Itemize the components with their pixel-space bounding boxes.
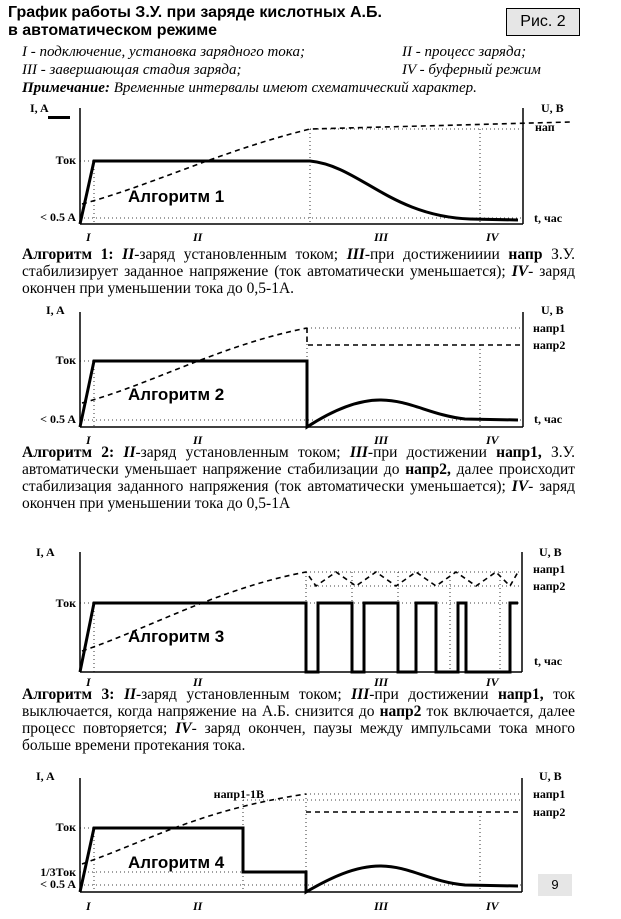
stage-1: I bbox=[86, 433, 91, 447]
desc-stage: II bbox=[123, 686, 137, 703]
desc-heading: Алгоритм 1: bbox=[22, 246, 114, 263]
algorithm-3-description bbox=[22, 686, 575, 754]
low-current-label: < 0.5 A bbox=[40, 412, 76, 426]
voltage-2-label: напр2 bbox=[533, 805, 566, 819]
voltage-2-label: напр2 bbox=[533, 579, 566, 593]
legend-stage-1: I - подключение, установка зарядного тока; bbox=[22, 44, 305, 60]
desc-text: -при достижении bbox=[369, 686, 489, 703]
legend-stage-4: IV - буферный режим bbox=[402, 62, 541, 78]
stage-2: II bbox=[193, 675, 203, 689]
desc-text: З.У. стабилизирует заданное напряжение (ток автоматически уменьшается); bbox=[22, 246, 576, 280]
stage-2: II bbox=[193, 230, 203, 244]
title-line-1: График работы З.У. при заряде кислотных А.Б. bbox=[8, 4, 382, 21]
current-legend-mark bbox=[48, 116, 70, 119]
stage-4: IV bbox=[486, 675, 499, 689]
voltage-label: нап bbox=[535, 120, 555, 134]
stage-4: IV bbox=[486, 433, 499, 447]
algorithm-name: Алгоритм 1 bbox=[128, 187, 225, 206]
legend-stage-2: II - процесс заряда; bbox=[402, 44, 527, 60]
tok-label: Ток bbox=[55, 153, 76, 167]
desc-heading: Алгоритм 3: bbox=[22, 686, 115, 703]
time-axis-label: t, час bbox=[534, 654, 563, 668]
legend-row-2 bbox=[22, 62, 541, 79]
desc-text: - заряд окончен при уменьшении тока до 0,5-1А bbox=[22, 478, 575, 512]
u-axis-label: U, В bbox=[541, 303, 564, 317]
voltage-1-label: напр1 bbox=[533, 787, 566, 801]
time-axis-label: t, час bbox=[534, 211, 563, 225]
stage-1: I bbox=[86, 675, 91, 689]
stage-1: I bbox=[86, 899, 91, 913]
legend-stage-3: III - завершающая стадия заряда; bbox=[22, 62, 242, 78]
desc-stage: IV bbox=[175, 720, 192, 737]
stage-4: IV bbox=[486, 230, 499, 244]
page-number: 9 bbox=[538, 874, 572, 896]
desc-text: -при достиженииии bbox=[364, 246, 500, 263]
desc-text: -заряд установленным током; bbox=[136, 686, 342, 703]
desc-text: -при достижении bbox=[367, 444, 487, 461]
stage-3: III bbox=[374, 675, 389, 689]
desc-heading: Алгоритм 2: bbox=[22, 444, 115, 461]
desc-text: -заряд установленным током; bbox=[134, 246, 339, 263]
chart-algorithm-2 bbox=[0, 300, 621, 450]
note-text: Временные интервалы имеют схематический характер. bbox=[113, 80, 477, 96]
voltage-2-label: напр2 bbox=[533, 338, 566, 352]
stage-3: III bbox=[374, 899, 389, 913]
desc-stage: II bbox=[122, 246, 135, 263]
desc-stage: III bbox=[346, 246, 365, 263]
desc-stage: IV bbox=[511, 478, 529, 495]
desc-term: напр2, bbox=[405, 461, 451, 478]
desc-text: З.У. автоматически уменьшает напряжение стабилизации до bbox=[22, 444, 575, 478]
u-axis-label: U, В bbox=[539, 545, 562, 559]
stage-2: II bbox=[193, 433, 203, 447]
time-axis-label: t, час bbox=[534, 412, 563, 426]
chart-algorithm-1 bbox=[0, 96, 621, 248]
stage-2: II bbox=[193, 899, 203, 913]
voltage-1-minus-label: напр1-1В bbox=[213, 787, 264, 801]
title-line-2: в автоматическом режиме bbox=[8, 22, 218, 39]
desc-text: -заряд установленным током; bbox=[135, 444, 341, 461]
algorithm-name: Алгоритм 3 bbox=[128, 627, 225, 646]
low-current-label: < 0.5 A bbox=[40, 877, 76, 891]
legend-row-1 bbox=[22, 44, 527, 61]
third-current-label: 1/3Ток bbox=[40, 865, 76, 879]
i-axis-label: I, A bbox=[46, 303, 65, 317]
desc-stage: II bbox=[123, 444, 136, 461]
desc-term: напр1, bbox=[496, 444, 542, 461]
desc-term: напр bbox=[508, 246, 543, 263]
desc-term: напр1, bbox=[498, 686, 544, 703]
i-axis-label: I, A bbox=[36, 545, 55, 559]
stage-3: III bbox=[374, 433, 389, 447]
note bbox=[22, 80, 477, 97]
voltage-1-label: напр1 bbox=[533, 562, 566, 576]
i-axis-label: I, A bbox=[30, 101, 49, 115]
low-current-label: < 0.5 A bbox=[40, 210, 76, 224]
voltage-1-label: напр1 bbox=[533, 321, 566, 335]
stage-1: I bbox=[86, 230, 91, 244]
u-axis-label: U, В bbox=[541, 101, 564, 115]
u-axis-label: U, В bbox=[539, 769, 562, 783]
desc-stage: IV bbox=[511, 263, 529, 280]
algorithm-1-description bbox=[22, 246, 575, 297]
desc-stage: III bbox=[351, 686, 370, 703]
desc-term: напр2 bbox=[379, 703, 422, 720]
note-label: Примечание: bbox=[22, 80, 110, 96]
chart-algorithm-4 bbox=[0, 770, 621, 919]
figure-label: Рис. 2 bbox=[506, 8, 580, 36]
desc-text: - заряд окончен при уменьшении тока до 0,5-1А. bbox=[22, 263, 575, 297]
desc-text: далее происходит стабилизация заданного напряжения (ток автоматически уменьшается); bbox=[22, 461, 576, 495]
algorithm-name: Алгоритм 2 bbox=[128, 385, 225, 404]
algorithm-name: Алгоритм 4 bbox=[128, 853, 225, 872]
desc-text: ток выключается, когда напряжение на А.Б. снизится до bbox=[22, 686, 576, 720]
desc-stage: III bbox=[349, 444, 368, 461]
i-axis-label: I, A bbox=[36, 769, 55, 783]
tok-label: Ток bbox=[55, 353, 76, 367]
stage-3: III bbox=[374, 230, 389, 244]
algorithm-2-description bbox=[22, 444, 575, 512]
desc-text: ток включается, далее процесс повторяется; bbox=[22, 703, 575, 737]
page-title bbox=[8, 4, 498, 40]
desc-text: - заряд окончен, паузы между импульсами тока много больше времени протекания тока. bbox=[22, 720, 576, 754]
chart-algorithm-3 bbox=[0, 538, 621, 688]
stage-4: IV bbox=[486, 899, 499, 913]
tok-label: Ток bbox=[55, 820, 76, 834]
tok-label: Ток bbox=[55, 596, 76, 610]
